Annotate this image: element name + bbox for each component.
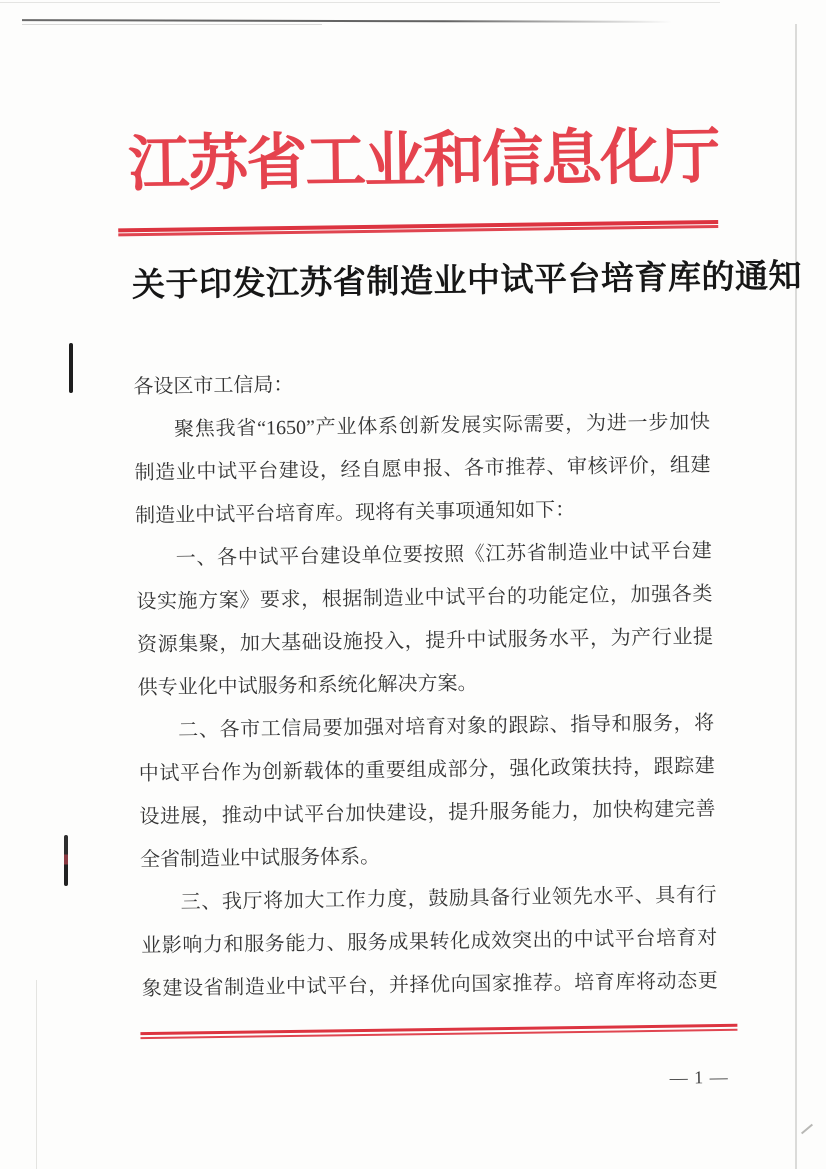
body-line: 供专业化中试服务和系统化解决方案。 [137,672,478,700]
body-line: 二、各市工信局要加强对培育对象的跟踪、指导和服务，将 [178,712,715,742]
body-line: 业影响力和服务能力、服务成果转化成效突出的中试平台培育对 [141,927,718,958]
body-line: 资源集聚，加大基础设施投入，提升中试服务水平，为产行业提 [136,626,714,657]
page-number: — 1 — [669,1066,729,1088]
letterhead-double-rule [118,220,718,236]
salutation-line: 各设区市工信局： [133,373,294,399]
document-body [133,358,718,1011]
footer-double-rule [140,1024,737,1039]
body-line: 一、各中试平台建设单位要按照《江苏省制造业中试平台建 [175,540,712,570]
document-title: 关于印发江苏省制造业中试平台培育库的通知 [131,258,803,305]
body-line: 全省制造业中试服务体系。 [139,845,381,872]
body-line: 制造业中试平台培育库。现将有关事项通知如下： [135,499,576,528]
letterhead-org-title: 江苏省工业和信息化厅 [127,123,719,200]
body-line: 三、我厅将加大工作力度，鼓励具备行业领先水平、具有行 [180,884,717,914]
body-line: 聚焦我省“1650”产业体系创新发展实际需要，为进一步加快 [173,411,711,441]
body-line: 中试平台作为创新载体的重要组成部分，强化政策扶持，跟踪建 [138,755,715,786]
body-line: 制造业中试平台建设，经自愿申报、各市推荐、审核评价，组建 [134,454,711,485]
body-line: 象建设省制造业中试平台，并择优向国家推荐。培育库将动态更 [141,970,718,1001]
body-line: 设实施方案》要求，根据制造业中试平台的功能定位，加强各类 [136,583,713,614]
body-line: 设进展，推动中试平台加快建设，提升服务能力，加快构建完善 [139,798,716,829]
